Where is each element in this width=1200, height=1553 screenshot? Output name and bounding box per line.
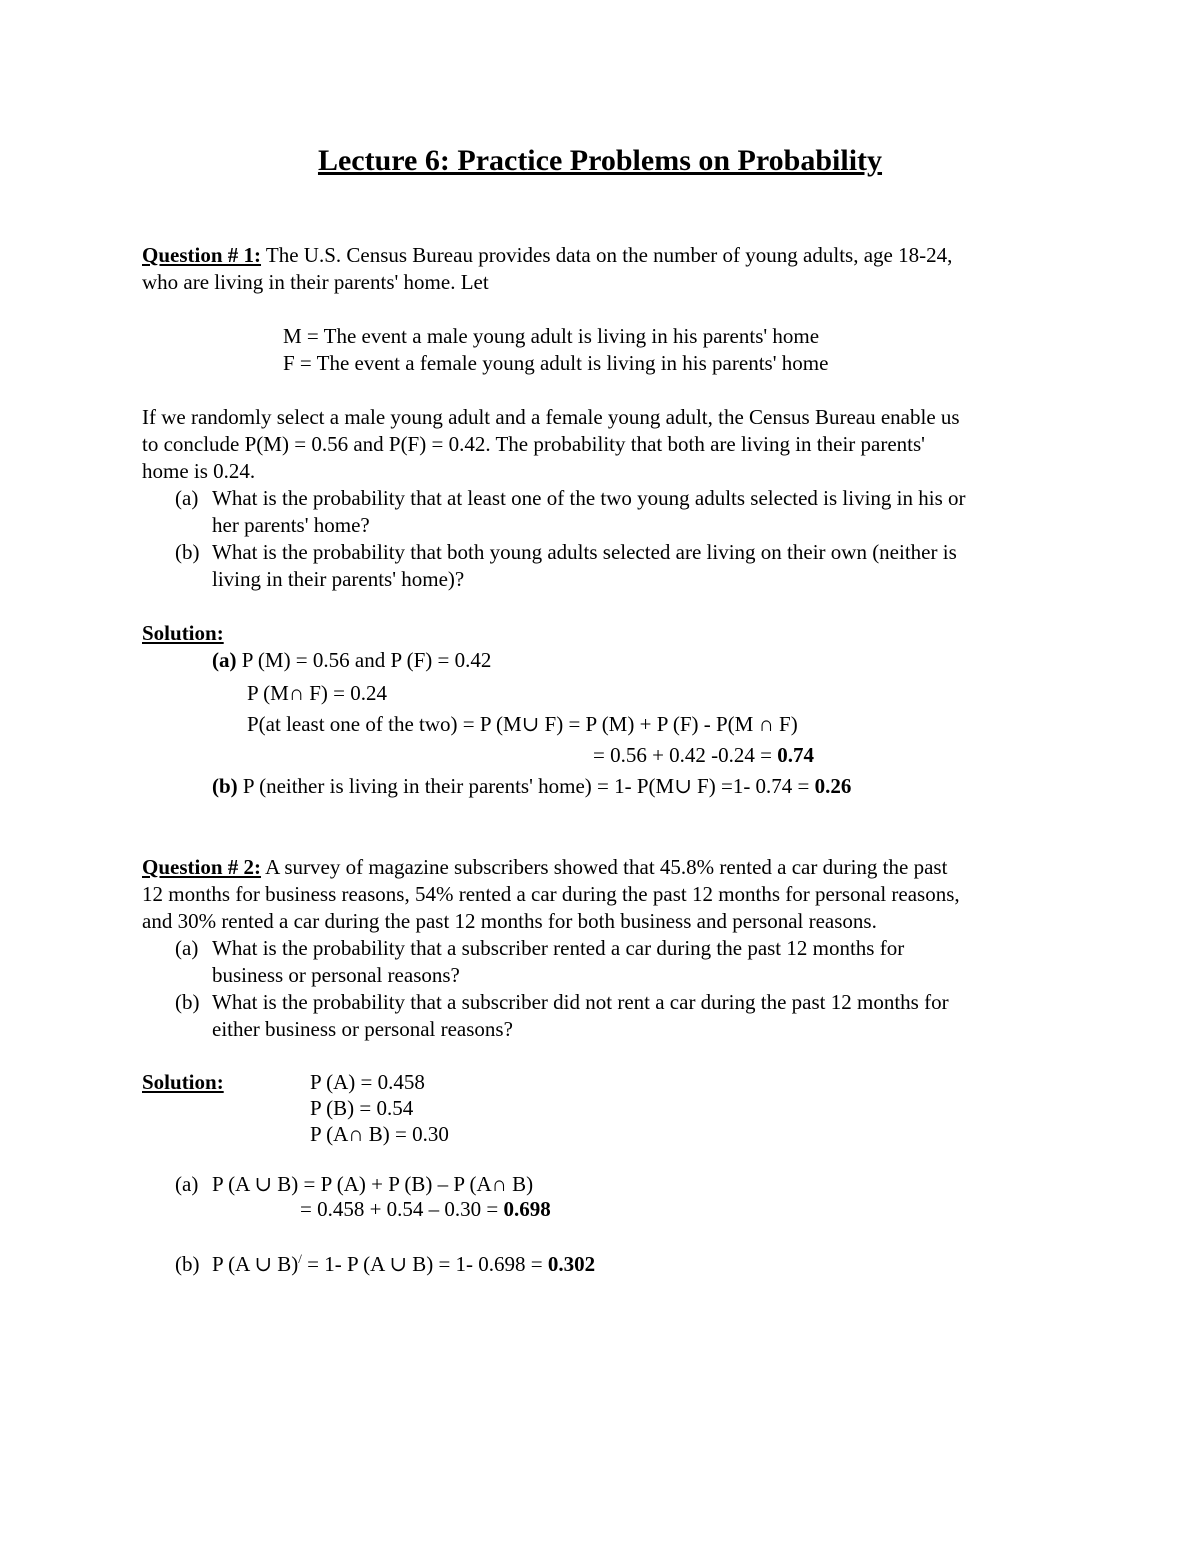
q1-solution-a-line-3: P(at least one of the two) = P (M∪ F) = P (M) + P (F) - P(M ∩ F)	[247, 712, 798, 736]
q2-solution-b-result: 0.302	[547, 1252, 596, 1276]
q2-intro-line-3: and 30% rented a car during the past 12 months for both business and personal reasons.	[142, 909, 877, 933]
q2-given-3: P (A∩ B) = 0.30	[310, 1122, 449, 1146]
q2-solution-b-line	[212, 1251, 595, 1278]
q1-solution-b-text: P (neither is living in their parents' home) = 1- P(M∪ F) =1- 0.74 =	[237, 774, 815, 798]
q2-solution-a-line-2	[300, 1196, 551, 1223]
q1-solution-b-line	[212, 773, 851, 800]
page-title: Lecture 6: Practice Problems on Probability	[317, 144, 883, 177]
q1-intro-line-2: who are living in their parents' home. Let	[142, 270, 489, 294]
q1-solution-a-line-1	[212, 647, 491, 674]
q2-part-b-line-2: either business or personal reasons?	[212, 1017, 513, 1041]
q2-solution-b-marker: (b)	[175, 1252, 200, 1276]
q1-solution-a-line-4	[593, 742, 814, 769]
q1-intro-text-1: The U.S. Census Bureau provides data on the number of young adults, age 18-24,	[261, 243, 953, 267]
q1-part-b-marker: (b)	[175, 540, 200, 564]
q2-solution-a-result: 0.698	[503, 1197, 551, 1221]
q1-definition-f: F = The event a female young adult is living in his parents' home	[283, 351, 829, 375]
q1-part-b-line-2: living in their parents' home)?	[212, 567, 465, 591]
q2-solution-b-text-a: P (A ∪ B)	[212, 1252, 299, 1276]
q1-solution-a-result: 0.74	[777, 743, 815, 767]
q2-part-b-line-1: What is the probability that a subscriber did not rent a car during the past 12 months for	[212, 990, 949, 1014]
q1-part-b-line-1: What is the probability that both young adults selected are living on their own (neither is	[212, 540, 957, 564]
q2-given-1: P (A) = 0.458	[310, 1070, 425, 1094]
q2-part-b-marker: (b)	[175, 990, 200, 1014]
q2-given-2: P (B) = 0.54	[310, 1096, 414, 1120]
q1-body-line-1: If we randomly select a male young adult and a female young adult, the Census Bureau enable us	[142, 405, 960, 429]
q2-label: Question # 2:	[142, 855, 262, 879]
q1-body-line-3: home is 0.24.	[142, 459, 256, 483]
q1-intro-line-1	[142, 242, 952, 269]
q2-solution-label: Solution:	[142, 1070, 224, 1094]
q2-solution-a-marker: (a)	[175, 1172, 199, 1196]
q1-solution-a-marker: (a)	[212, 648, 237, 672]
q1-solution-a-text-4: = 0.56 + 0.42 -0.24 =	[593, 743, 778, 767]
q1-solution-a-line-2: P (M∩ F) = 0.24	[247, 681, 387, 705]
q2-part-a-marker: (a)	[175, 936, 199, 960]
q1-label: Question # 1:	[142, 243, 262, 267]
q2-solution-a-text-2: = 0.458 + 0.54 – 0.30 =	[300, 1197, 504, 1221]
q1-solution-b-marker: (b)	[212, 774, 238, 798]
q2-solution-b-text-b: = 1- P (A ∪ B) = 1- 0.698 =	[301, 1252, 548, 1276]
q1-body-line-2: to conclude P(M) = 0.56 and P(F) = 0.42. The probability that both are living in their parents'	[142, 432, 925, 456]
q1-solution-b-result: 0.26	[814, 774, 852, 798]
q1-part-a-line-2: her parents' home?	[212, 513, 370, 537]
q2-part-a-line-1: What is the probability that a subscriber rented a car during the past 12 months for	[212, 936, 905, 960]
q2-intro-line-2: 12 months for business reasons, 54% rented a car during the past 12 months for personal reasons,	[142, 882, 960, 906]
q2-intro-text-1: A survey of magazine subscribers showed that 45.8% rented a car during the past	[261, 855, 948, 879]
q2-part-a-line-2: business or personal reasons?	[212, 963, 460, 987]
q1-part-a-marker: (a)	[175, 486, 199, 510]
q1-part-a-line-1: What is the probability that at least one of the two young adults selected is living in his or	[212, 486, 966, 510]
q1-solution-a-text-1: P (M) = 0.56 and P (F) = 0.42	[236, 648, 492, 672]
q2-intro-line-1	[142, 854, 947, 881]
q2-solution-b-complement-mark: /	[298, 1251, 302, 1266]
q1-solution-label: Solution:	[142, 621, 224, 645]
q2-solution-a-line-1: P (A ∪ B) = P (A) + P (B) – P (A∩ B)	[212, 1172, 534, 1196]
q1-definition-m: M = The event a male young adult is living in his parents' home	[283, 324, 820, 348]
